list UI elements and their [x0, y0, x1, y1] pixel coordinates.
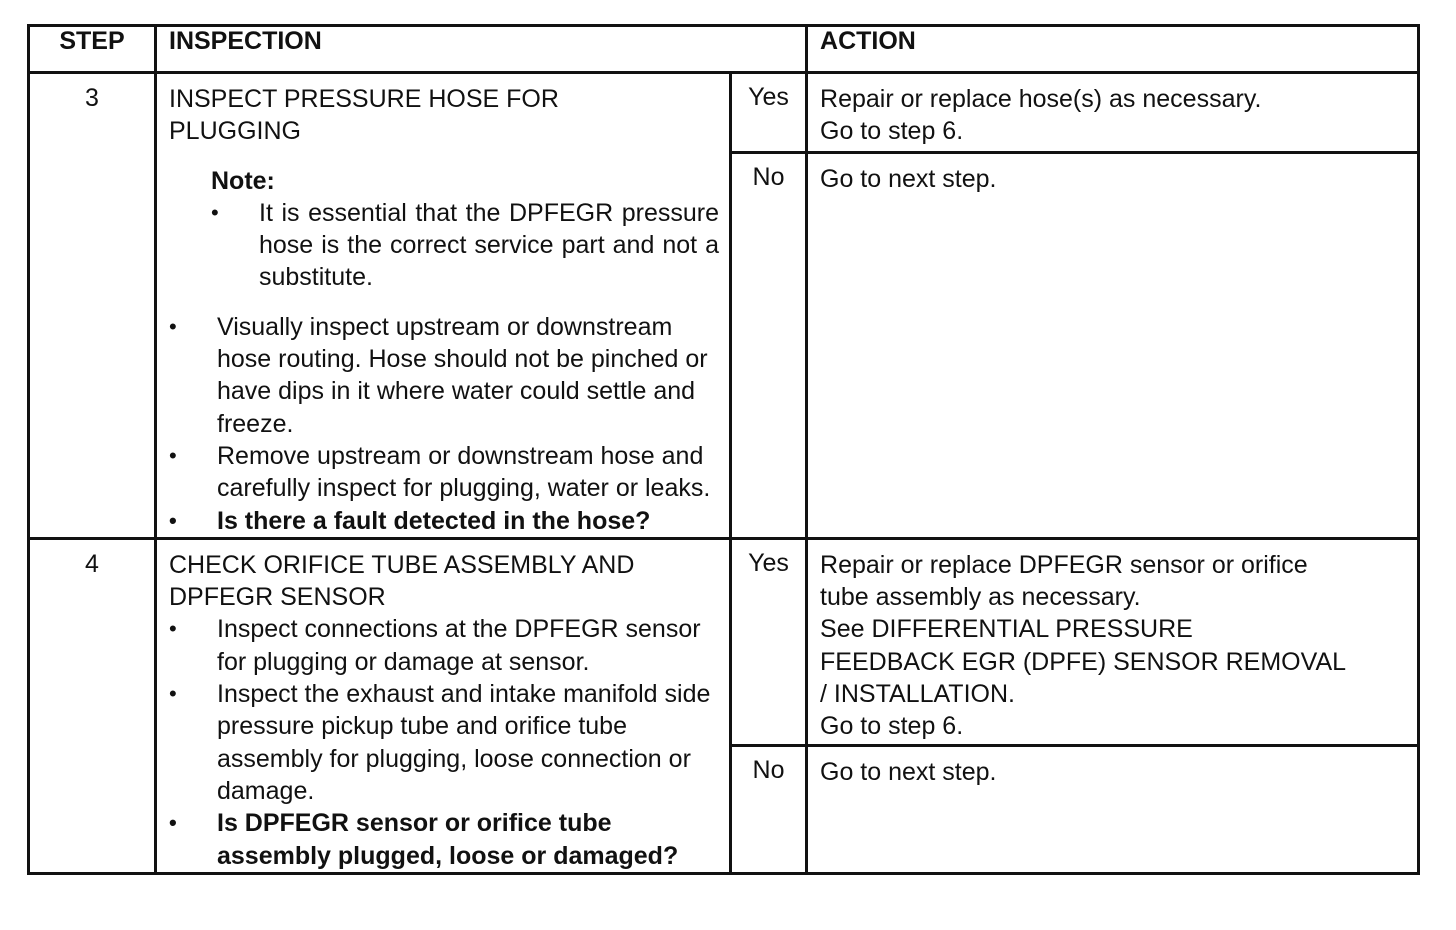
step4-bullet-item [169, 678, 719, 807]
step3-yes-label: Yes [731, 73, 807, 153]
step3-note-item [211, 197, 719, 294]
step3-bullet-text: Visually inspect upstream or downstream hose routing. Hose should not be pinched or have dips in it where water could settle and freeze. [217, 312, 708, 438]
header-step: STEP [29, 26, 156, 73]
bullet-icon: • [169, 810, 177, 836]
step3-inspection [156, 73, 731, 539]
step3-bullet-item [169, 440, 719, 505]
step3-bullet-text: Remove upstream or downstream hose and carefully inspect for plugging, water or leaks. [217, 441, 711, 503]
header-action: ACTION [807, 26, 1419, 73]
step4-yes-action-line: / INSTALLATION. [820, 680, 1015, 709]
bullet-icon: • [169, 616, 177, 642]
step3-note-text: It is essential that the DPFEGR pressure hose is the correct service part and not a substitute. [259, 198, 719, 292]
bullet-icon: • [169, 681, 177, 707]
step4-yes-action-line: Go to step 6. [820, 712, 964, 741]
step4-title-line1: CHECK ORIFICE TUBE ASSEMBLY AND [169, 550, 635, 579]
diagnostic-table [27, 24, 1420, 875]
step4-no-action: Go to next step. [807, 745, 1419, 873]
step3-question-item [169, 505, 719, 537]
step3-title-line1: INSPECT PRESSURE HOSE FOR [169, 85, 559, 113]
step4-bullet-item [169, 613, 719, 678]
step3-yes-row [29, 73, 1419, 153]
step4-question-item [169, 807, 719, 872]
step3-no-action: Go to next step. [807, 153, 1419, 539]
step4-bullet-text: Inspect the exhaust and intake manifold side pressure pickup tube and orifice tube assembly for plugging, loose connection or damage. [217, 680, 711, 805]
step4-yes-action [807, 538, 1419, 745]
step4-yes-action-line: See DIFFERENTIAL PRESSURE [820, 615, 1193, 644]
step4-question-text: Is DPFEGR sensor or orifice tube assembly plugged, loose or damaged? [217, 809, 679, 870]
step4-yes-label: Yes [731, 538, 807, 745]
bullet-icon: • [169, 442, 177, 468]
step4-yes-row [29, 538, 1419, 745]
step4-yes-action-line: FEEDBACK EGR (DPFE) SENSOR REMOVAL [820, 647, 1347, 676]
step4-yes-action-line: tube assembly as necessary. [820, 583, 1141, 612]
bullet-icon: • [211, 199, 219, 225]
step4-yes-action-line: Repair or replace DPFEGR sensor or orifice [820, 550, 1308, 579]
step4-number: 4 [29, 538, 156, 873]
step4-title-line2: DPFEGR SENSOR [169, 583, 386, 612]
step3-bullet-item [169, 311, 719, 440]
step3-yes-action-line2: Go to step 6. [820, 117, 964, 146]
header-row [29, 26, 1419, 73]
step4-no-label: No [731, 745, 807, 873]
step4-bullet-text: Inspect connections at the DPFEGR sensor for plugging or damage at sensor. [217, 615, 701, 676]
step3-note-label: Note: [211, 166, 275, 195]
step3-number: 3 [29, 73, 156, 539]
bullet-icon: • [169, 313, 177, 339]
bullet-icon: • [169, 507, 177, 533]
step3-yes-action-line1: Repair or replace hose(s) as necessary. [820, 85, 1262, 113]
step3-question-text: Is there a fault detected in the hose? [217, 506, 651, 535]
step4-inspection [156, 538, 731, 873]
header-inspection: INSPECTION [156, 26, 807, 73]
step3-no-label: No [731, 153, 807, 539]
step3-yes-action [807, 73, 1419, 153]
step3-title-line2: PLUGGING [169, 117, 301, 146]
